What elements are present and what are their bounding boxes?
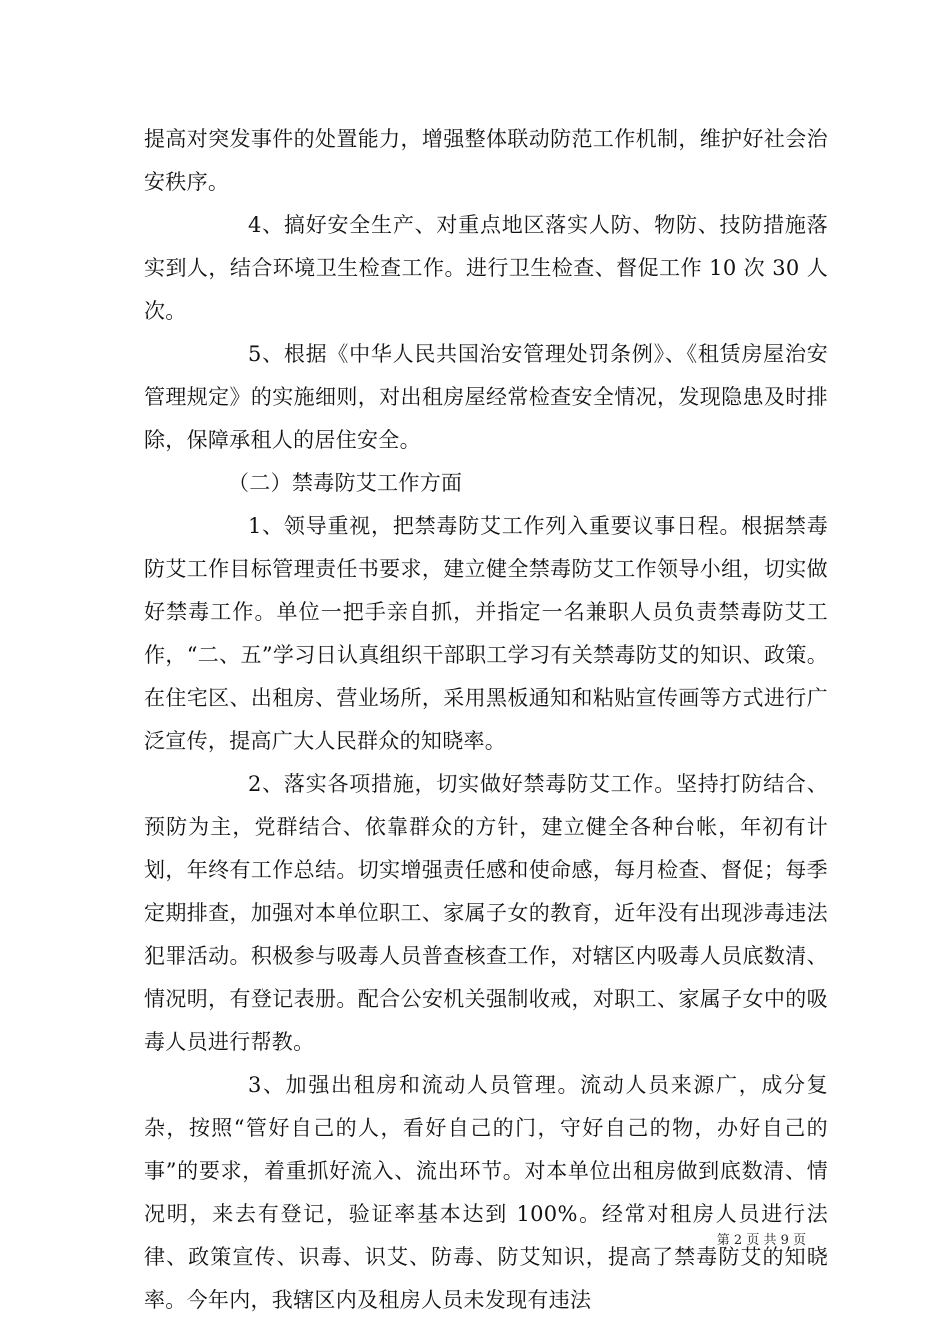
paragraph-item-5: 5、根据《中华人民共国治安管理处罚条例》、《租赁房屋治安管理规定》的实施细则，对出租房屋经常检查安全情况，发现隐患及时排除，保障承租人的居住安全。 <box>144 342 828 452</box>
page-footer: 第 2 页 共 9 页 <box>716 1233 806 1248</box>
document-body <box>144 118 828 1322</box>
section-heading: （二）禁毒防艾工作方面 <box>228 471 463 495</box>
paragraph-drug-item-1: 1、领导重视，把禁毒防艾工作列入重要议事日程。根据禁毒防艾工作目标管理责任书要求，建立健全禁毒防艾工作领导小组，切实做好禁毒工作。单位一把手亲自抓，并指定一名兼职人员负责禁毒防艾工作，“二、五”学习日认真组织干部职工学习有关禁毒防艾的知识、政策。在住宅区、出租房、营业场所，采用黑板通知和粘贴宣传画等方式进行广泛宣传，提高广大人民群众的知晓率。 <box>144 514 828 753</box>
paragraph-continuation: 提高对突发事件的处置能力，增强整体联动防范工作机制，维护好社会治安秩序。 <box>144 127 828 194</box>
paragraph-drug-item-2: 2、落实各项措施，切实做好禁毒防艾工作。坚持打防结合、预防为主，党群结合、依靠群众的方针，建立健全各种台帐，年初有计划，年终有工作总结。切实增强责任感和使命感，每月检查、督促；每季定期排查，加强对本单位职工、家属子女的教育，近年没有出现涉毒违法犯罪活动。积极参与吸毒人员普查核查工作，对辖区内吸毒人员底数清、情况明，有登记表册。配合公安机关强制收戒，对职工、家属子女中的吸毒人员进行帮教。 <box>144 772 828 1054</box>
paragraph-item-4: 4、搞好安全生产、对重点地区落实人防、物防、技防措施落实到人，结合环境卫生检查工作。进行卫生检查、督促工作 10 次 30 人次。 <box>144 213 828 323</box>
paragraph-drug-item-3: 3、加强出租房和流动人员管理。流动人员来源广，成分复杂，按照“管好自己的人，看好自己的门，守好自己的物，办好自己的事”的要求，着重抓好流入、流出环节。对本单位出租房做到底数清、情况明，来去有登记，验证率基本达到 100%。经常对租房人员进行法律、政策宣传、识毒、识艾、防毒、防艾知识，提高了禁毒防艾的知晓率。今年内，我辖区内及租房人员未发现有违法 <box>144 1073 828 1312</box>
